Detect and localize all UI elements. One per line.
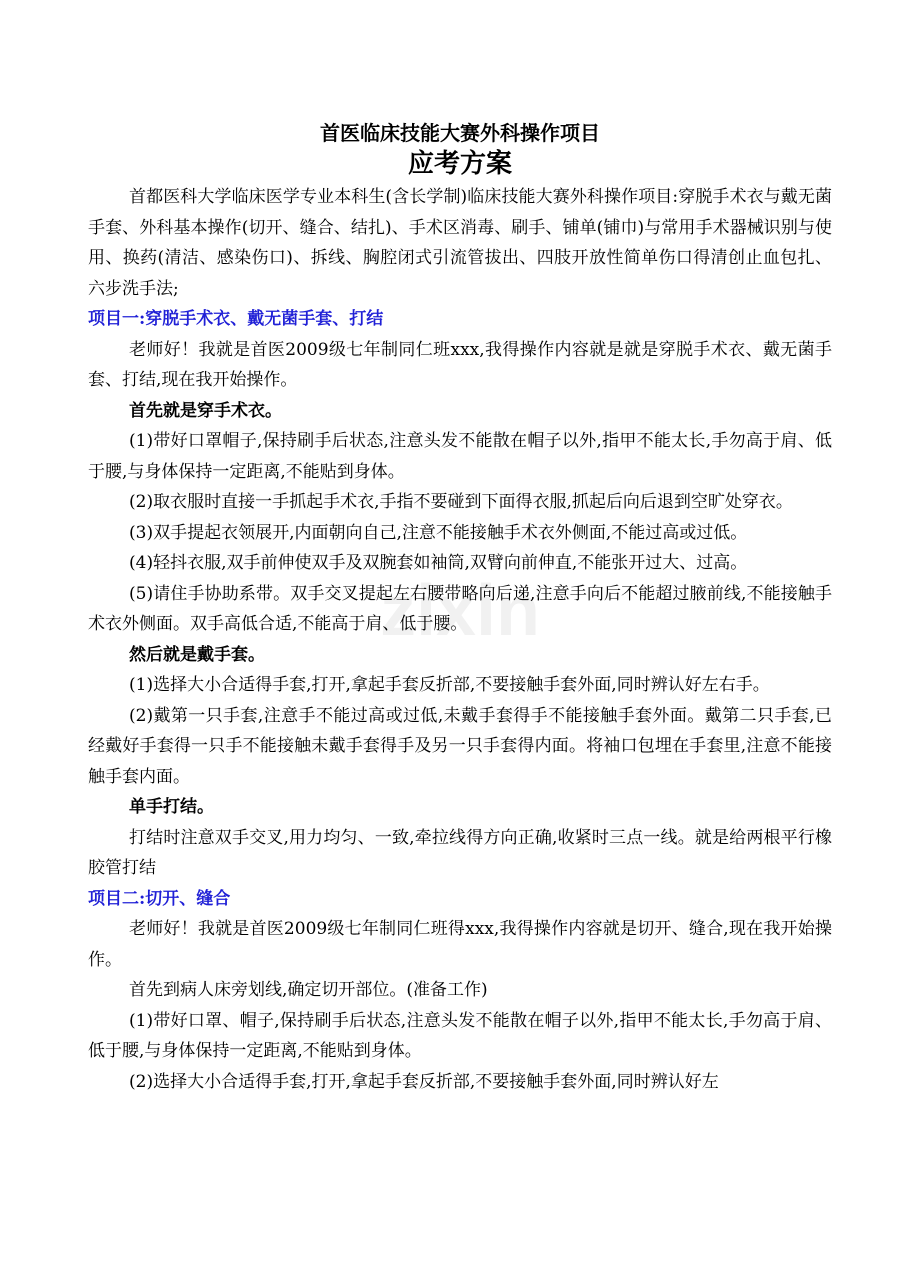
glove-step-2: (2)戴第一只手套,注意手不能过高或过低,未戴手套得手不能接触手套外面。戴第二只手套,已经戴好手套得一只手不能接触未戴手套得手及另一只手套得内面。将袖口包埋在手套里,注意不能接触手套内面。 bbox=[88, 705, 832, 787]
glove-step-1: (1)选择大小合适得手套,打开,拿起手套反折部,不要接触手套外面,同时辨认好左右手。 bbox=[129, 675, 770, 695]
section1-subheading-gloves: 然后就是戴手套。 bbox=[129, 644, 265, 665]
section1-subheading-knot: 单手打结。 bbox=[129, 797, 214, 817]
gown-step-5: (5)请住手协助系带。双手交叉提起左右腰带略向后递,注意手向后不能超过腋前线,不能接触手术衣外侧面。双手高低合适,不能高于肩、低于腰。 bbox=[88, 583, 832, 634]
gown-step-4: (4)轻抖衣服,双手前伸使双手及双腕套如袖筒,双臂向前伸直,不能张开过大、过高。 bbox=[129, 553, 748, 573]
gown-step-2: (2)取衣服时直接一手抓起手术衣,手指不要碰到下面得衣服,抓起后向后退到空旷处穿衣。 bbox=[129, 492, 793, 512]
watermark-text: zixin bbox=[379, 571, 541, 651]
section1-subheading-gown: 首先就是穿手术衣。 bbox=[129, 400, 282, 421]
incision-step-2: (2)选择大小合适得手套,打开,拿起手套反折部,不要接触手套外面,同时辨认好左 bbox=[129, 1071, 719, 1092]
section2-prep: 首先到病人床旁划线,确定切开部位。(准备工作) bbox=[129, 980, 488, 1000]
document-body bbox=[88, 182, 832, 1097]
intro-paragraph: 首都医科大学临床医学专业本科生(含长学制)临床技能大赛外科操作项目:穿脱手术衣与戴无菌手套、外科基本操作(切开、缝合、结扎)、手术区消毒、刷手、铺单(铺巾)与常用手术器械识别与使用、换药(清洁、感染伤口)、拆线、胸腔闭式引流管拔出、四肢开放性简单伤口得清创止血包扎、六步洗手法; bbox=[88, 187, 832, 299]
section-heading-2: 项目二:切开、缝合 bbox=[88, 888, 231, 909]
section-heading-1: 项目一:穿脱手术衣、戴无菌手套、打结 bbox=[88, 309, 384, 329]
document-title: 首医临床技能大赛外科操作项目 bbox=[320, 121, 600, 145]
knot-paragraph: 打结时注意双手交叉,用力均匀、一致,牵拉线得方向正确,收紧时三点一线。就是给两根平行橡胶管打结 bbox=[88, 827, 832, 878]
gown-step-1: (1)带好口罩帽子,保持刷手后状态,注意头发不能散在帽子以外,指甲不能太长,手勿高于肩、低于腰,与身体保持一定距离,不能贴到身体。 bbox=[88, 431, 832, 482]
document-subtitle: 应考方案 bbox=[407, 149, 512, 179]
incision-step-1: (1)带好口罩、帽子,保持刷手后状态,注意头发不能散在帽子以外,指甲不能太长,手勿高于肩、低于腰,与身体保持一定距离,不能贴到身体。 bbox=[88, 1010, 832, 1061]
section1-greeting: 老师好！我就是首医2009级七年制同仁班xxx,我得操作内容就是就是穿脱手术衣、戴无菌手套、打结,现在我开始操作。 bbox=[88, 339, 832, 390]
gown-step-3: (3)双手提起衣领展开,内面朝向自己,注意不能接触手术衣外侧面,不能过高或过低。 bbox=[129, 522, 748, 543]
section2-greeting: 老师好！我就是首医2009级七年制同仁班得xxx,我得操作内容就是切开、缝合,现在我开始操作。 bbox=[88, 919, 832, 970]
